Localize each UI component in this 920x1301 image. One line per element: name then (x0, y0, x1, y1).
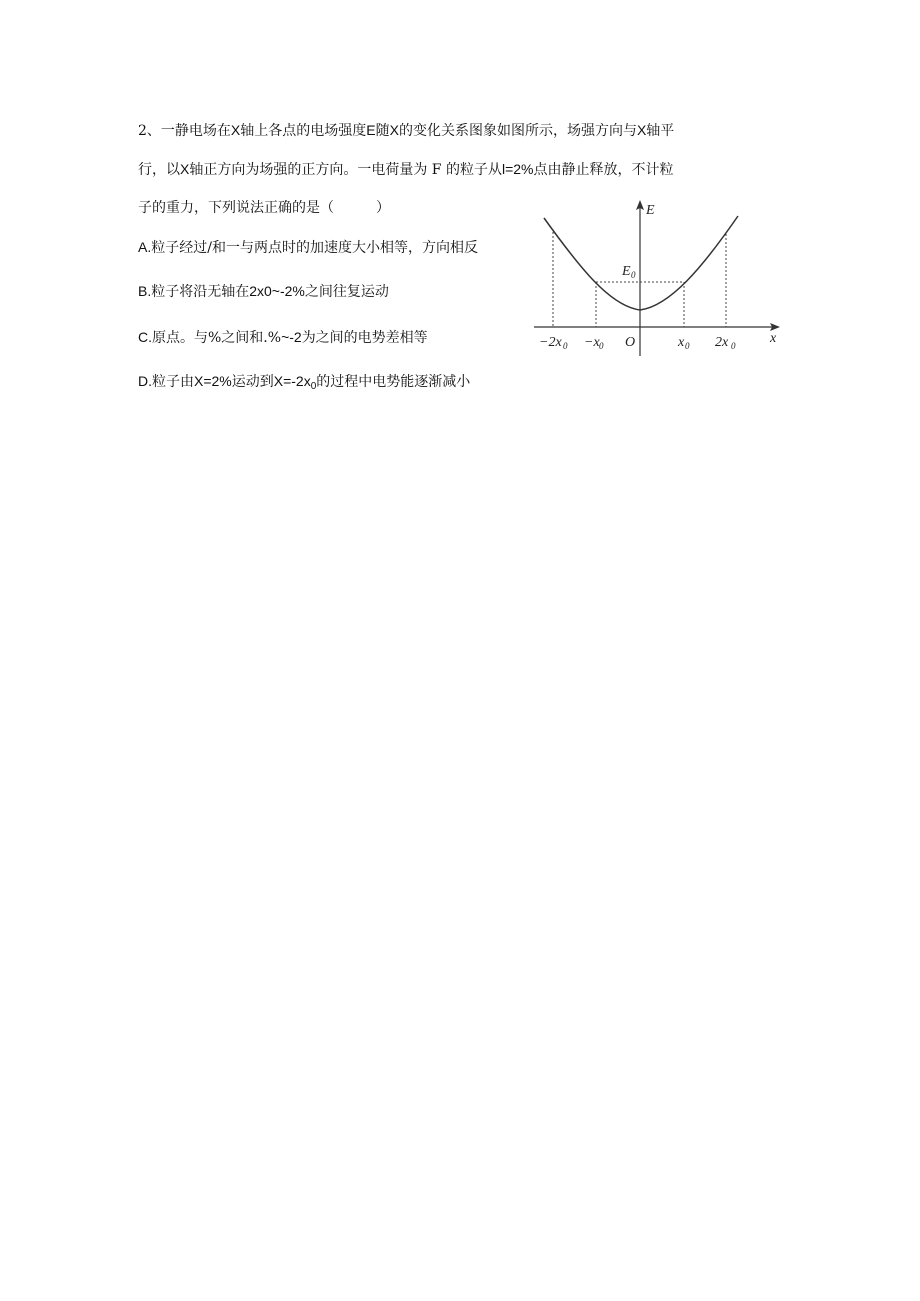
tick-label-neg-x0: −x (584, 335, 600, 350)
option-letter: A. (138, 239, 152, 255)
stem-text: 行，以 (138, 162, 180, 178)
option-text: ~-2 (281, 329, 302, 345)
option-subscript: 0 (310, 381, 317, 392)
tick-label-2x0: 2x (715, 335, 729, 350)
option-text: 之间往复运动 (304, 284, 389, 300)
stem-symbol: X (230, 122, 241, 138)
tick-subscript: 0 (599, 341, 604, 351)
stem-text: 2、一静电场在 (138, 123, 231, 139)
tick-label-x0: x (678, 335, 685, 350)
tick-subscript: 0 (731, 341, 736, 351)
stem-text: 的变化关系图象如图所示，场强方向与 (398, 123, 637, 139)
option-letter: B. (138, 283, 152, 299)
stem-text: 轴正方向为场强的正方向。一电荷量为 F 的粒子从 (189, 162, 502, 178)
stem-symbol: X (636, 122, 647, 138)
e-field-graph (530, 196, 792, 358)
tick-subscript: 0 (685, 341, 690, 351)
stem-text: 随 (375, 123, 390, 139)
axis-x-label: x (770, 331, 777, 346)
option-letter: C. (138, 329, 152, 345)
option-text: X=-2x (273, 373, 311, 389)
option-c (138, 327, 428, 348)
option-text: 粒子经过/和一与两点时的加速度大小相等，方向相反 (151, 240, 478, 256)
option-text: 粒子由 (152, 374, 194, 390)
option-text: 为之间的电势差相等 (301, 330, 428, 346)
e-field-curve (544, 216, 738, 310)
option-b (138, 281, 389, 302)
stem-text: 轴平 (646, 123, 675, 139)
option-text: 2x0~-2% (249, 283, 305, 299)
option-a (138, 237, 478, 258)
e0-subscript: 0 (631, 270, 636, 280)
option-text: 粒子将沿无轴在 (151, 284, 250, 300)
question-stem-line-3 (138, 198, 390, 218)
stem-symbol: l=2% (501, 161, 534, 177)
question-stem-line-1 (138, 120, 674, 141)
stem-symbol: E (366, 122, 376, 138)
origin-label: O (625, 335, 636, 350)
stem-symbol: X (389, 122, 399, 138)
stem-symbol: X (180, 161, 190, 177)
stem-text: 点由静止释放，不计粒 (533, 162, 674, 178)
e0-label: E (622, 264, 631, 279)
option-letter: D. (138, 373, 152, 389)
tick-subscript: 0 (563, 341, 568, 351)
axis-y-label: E (646, 203, 655, 218)
stem-text: 轴上各点的电场强度 (240, 123, 367, 139)
option-d (138, 371, 470, 392)
option-text: 的过程中电势能逐渐减小 (316, 374, 471, 390)
stem-text: 子的重力，下列说法正确的是（ ） (138, 200, 390, 216)
option-text: 运动到 (231, 374, 274, 390)
option-text: 原点。与%之间和.% (152, 330, 282, 346)
question-stem-line-2 (138, 159, 674, 180)
option-text: X=2% (194, 373, 232, 389)
tick-label-neg-2x0: −2x (539, 335, 562, 350)
